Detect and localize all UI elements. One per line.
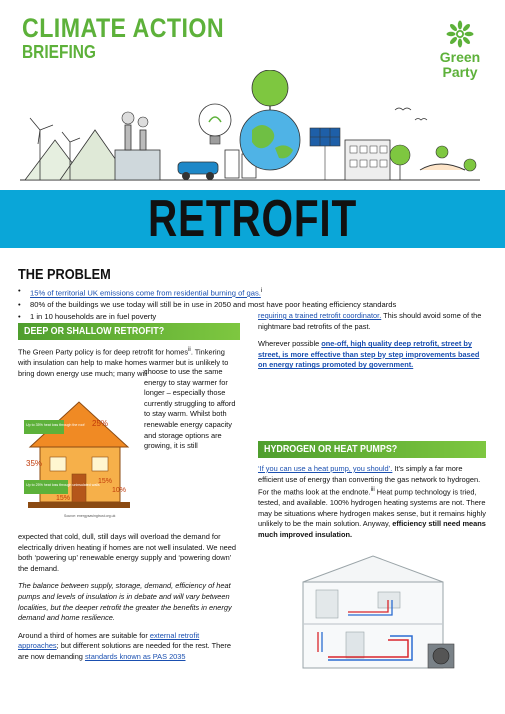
problem-heading: THE PROBLEM <box>18 266 111 283</box>
section-heading-deep-shallow: DEEP OR SHALLOW RETROFIT? <box>18 323 240 340</box>
logo-line-1: Green <box>439 49 481 65</box>
footnote-marker: i <box>260 287 263 294</box>
title-line-2: BRIEFING <box>22 42 96 62</box>
paragraph: Wherever possible one-off, high quality deep retrofit, street by street, is more effective than step by step improvements based on energy ratings promoted by government. <box>258 339 480 370</box>
pas2035-link[interactable]: standards known as PAS 2035 <box>84 651 186 661</box>
heat-pump-link[interactable]: ‘If you can use a heat pump, you should’. <box>258 464 393 473</box>
list-item: • 80% of the buildings we use today will still be in use in 2050 and most have poor heating efficiency standards <box>18 300 397 310</box>
paragraph: The balance between supply, storage, demand, efficiency of heat pumps and levels of insulation is in debate and will vary between localities, but the deeper retrofit the greater the benefits in energy demand and home resilience. <box>18 581 232 623</box>
section-heading-hydrogen: HYDROGEN OR HEAT PUMPS? <box>258 441 486 458</box>
briefing-title <box>22 14 257 62</box>
walls-percent: 35% <box>26 459 43 468</box>
heat-pump-house-diagram <box>288 552 458 676</box>
emissions-link[interactable]: 15% of territorial UK emissions come from residential burning of gas. <box>30 288 261 298</box>
walls-label: Up to 25% heat loss through uninsulated walls <box>26 483 100 487</box>
list-item: • 15% of territorial UK emissions come from residential burning of gas.$^i$ <box>18 286 263 298</box>
retrofit-coordinator-link[interactable]: requiring a trained retrofit coordinator. <box>258 311 382 320</box>
house-heat-loss-graphic <box>20 392 138 522</box>
floor-percent: 15% <box>56 495 71 502</box>
draughts-percent: 15% <box>98 478 113 485</box>
list-item-text: 1 in 10 households are in fuel poverty <box>30 311 157 321</box>
external-retrofit-link[interactable]: external retrofit approaches <box>18 630 200 651</box>
paragraph: requiring a trained retrofit coordinator. This should avoid some of the nightmare bad retrofits of the past. <box>258 311 482 331</box>
left-body-text <box>18 532 240 670</box>
list-item: • 1 in 10 households are in fuel poverty <box>18 311 157 321</box>
paragraph: Around a third of homes are suitable for external retrofit approaches; but different solutions are needed for the rest. There are now demanding standards known as PAS 2035 <box>18 630 231 661</box>
list-item-text: 80% of the buildings we use today will still be in use in 2050 and most have poor heating efficiency standards <box>30 300 397 310</box>
paragraph: expected that cold, dull, still days will overload the demand for electrically driven heating if homes are not well insulated. We need both ‘powering up’ renewable energy supply and ‘powering down’ the demand. <box>18 532 237 573</box>
sustainability-illustration <box>0 70 505 190</box>
page-title: RETROFIT <box>147 190 358 248</box>
roof-percent: 25% <box>92 419 109 428</box>
logo-line-2: Party <box>442 64 478 80</box>
right-top-text <box>258 311 486 378</box>
paragraph: ‘If you can use a heat pump, you should’. It’s simply a far more efficient use of energy than converting the gas network to hydrogen. For the maths look at the endnote.$^{iii}$ Heat pump technology is tried, tested, and available. 100% hydrogen heating systems are not. There may be situations where hydrogen makes sense, but it remains highly unlikely to be the main solution. Anyway, efficiency still need means much improved insulation. <box>258 464 486 540</box>
roof-label: Up to 35% heat loss through the roof <box>26 423 85 427</box>
windows-percent: 10% <box>112 487 127 494</box>
left-side-text: choose to use the same energy to stay warmer for longer – especially those currently struggling to afford to stay warm. Whilst both renewable energy capacity and storage options are growing, it is still <box>144 367 236 451</box>
left-intro-text: The Green Party policy is for deep retrofit for homes$^{ii}$. Tinkering with insulation can help to make homes warmer but is unlikely to bring down energy use much; many will <box>18 346 229 378</box>
chart-source: Source: energysavingtrust.org.uk <box>64 514 116 518</box>
sunflower-icon <box>430 20 490 52</box>
right-body-text <box>258 464 486 548</box>
title-line-1: CLIMATE ACTION <box>22 13 225 43</box>
deep-retrofit-link[interactable]: one-off, high quality deep retrofit, street by street, is more effective than step by step improvements based on energy ratings promoted by government. <box>258 339 480 370</box>
